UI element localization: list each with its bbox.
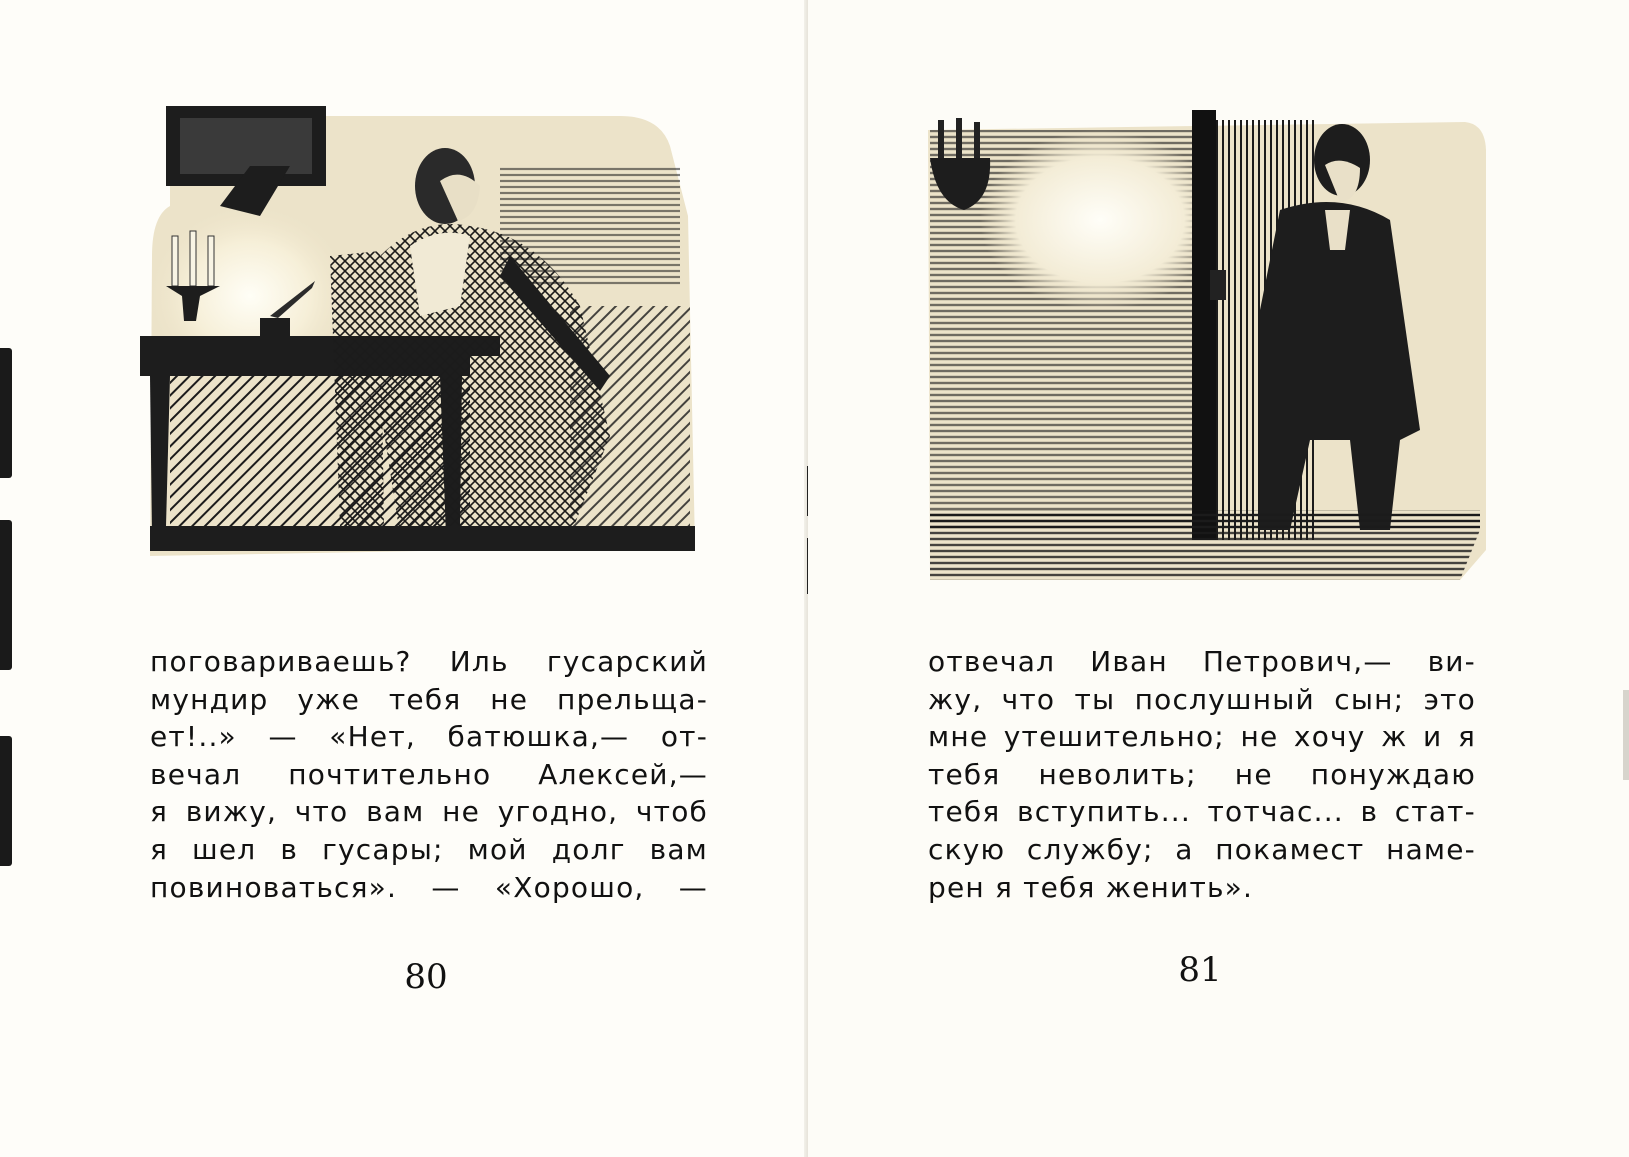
text-line: я шел в гусары; мой долг вам [150,832,708,866]
right-page [808,0,1629,1157]
right-page-text [928,643,1476,906]
text-line: тебя неволить; не понуждаю [928,757,1476,791]
left-page-text [150,643,708,906]
page-number: 81 [1178,950,1222,990]
text-line: повиноваться». — «Хорошо, — [150,870,708,904]
left-illustration [140,106,715,576]
text-line: тебя вступить... тотчас... в стат- [928,795,1476,829]
text-line: рен я тебя женить». [928,870,1254,904]
page-edge-tab [0,520,12,670]
page-edge-tab [1623,690,1629,780]
text-line: я вижу, что вам не угодно, чтоб [150,795,708,829]
page-number: 80 [404,957,448,997]
text-line: поговариваешь? Иль гусарский [150,645,708,678]
page-edge-tab [0,348,12,478]
text-line: скую службу; а покамест наме- [928,832,1476,866]
left-page [0,0,808,1157]
text-line: вечал почтительно Алексей,— [150,757,708,791]
text-line: мне утешительно; не хочу ж и я [928,720,1476,754]
text-line: жу, что ты послушный сын; это [928,682,1476,716]
page-edge-tab [0,736,12,866]
text-line: мундир уже тебя не прельща- [150,682,708,716]
text-line: ет!..» — «Нет, батюшка,— от- [150,720,708,754]
text-line: отвечал Иван Петрович,— ви- [928,645,1476,678]
right-illustration [920,110,1492,600]
